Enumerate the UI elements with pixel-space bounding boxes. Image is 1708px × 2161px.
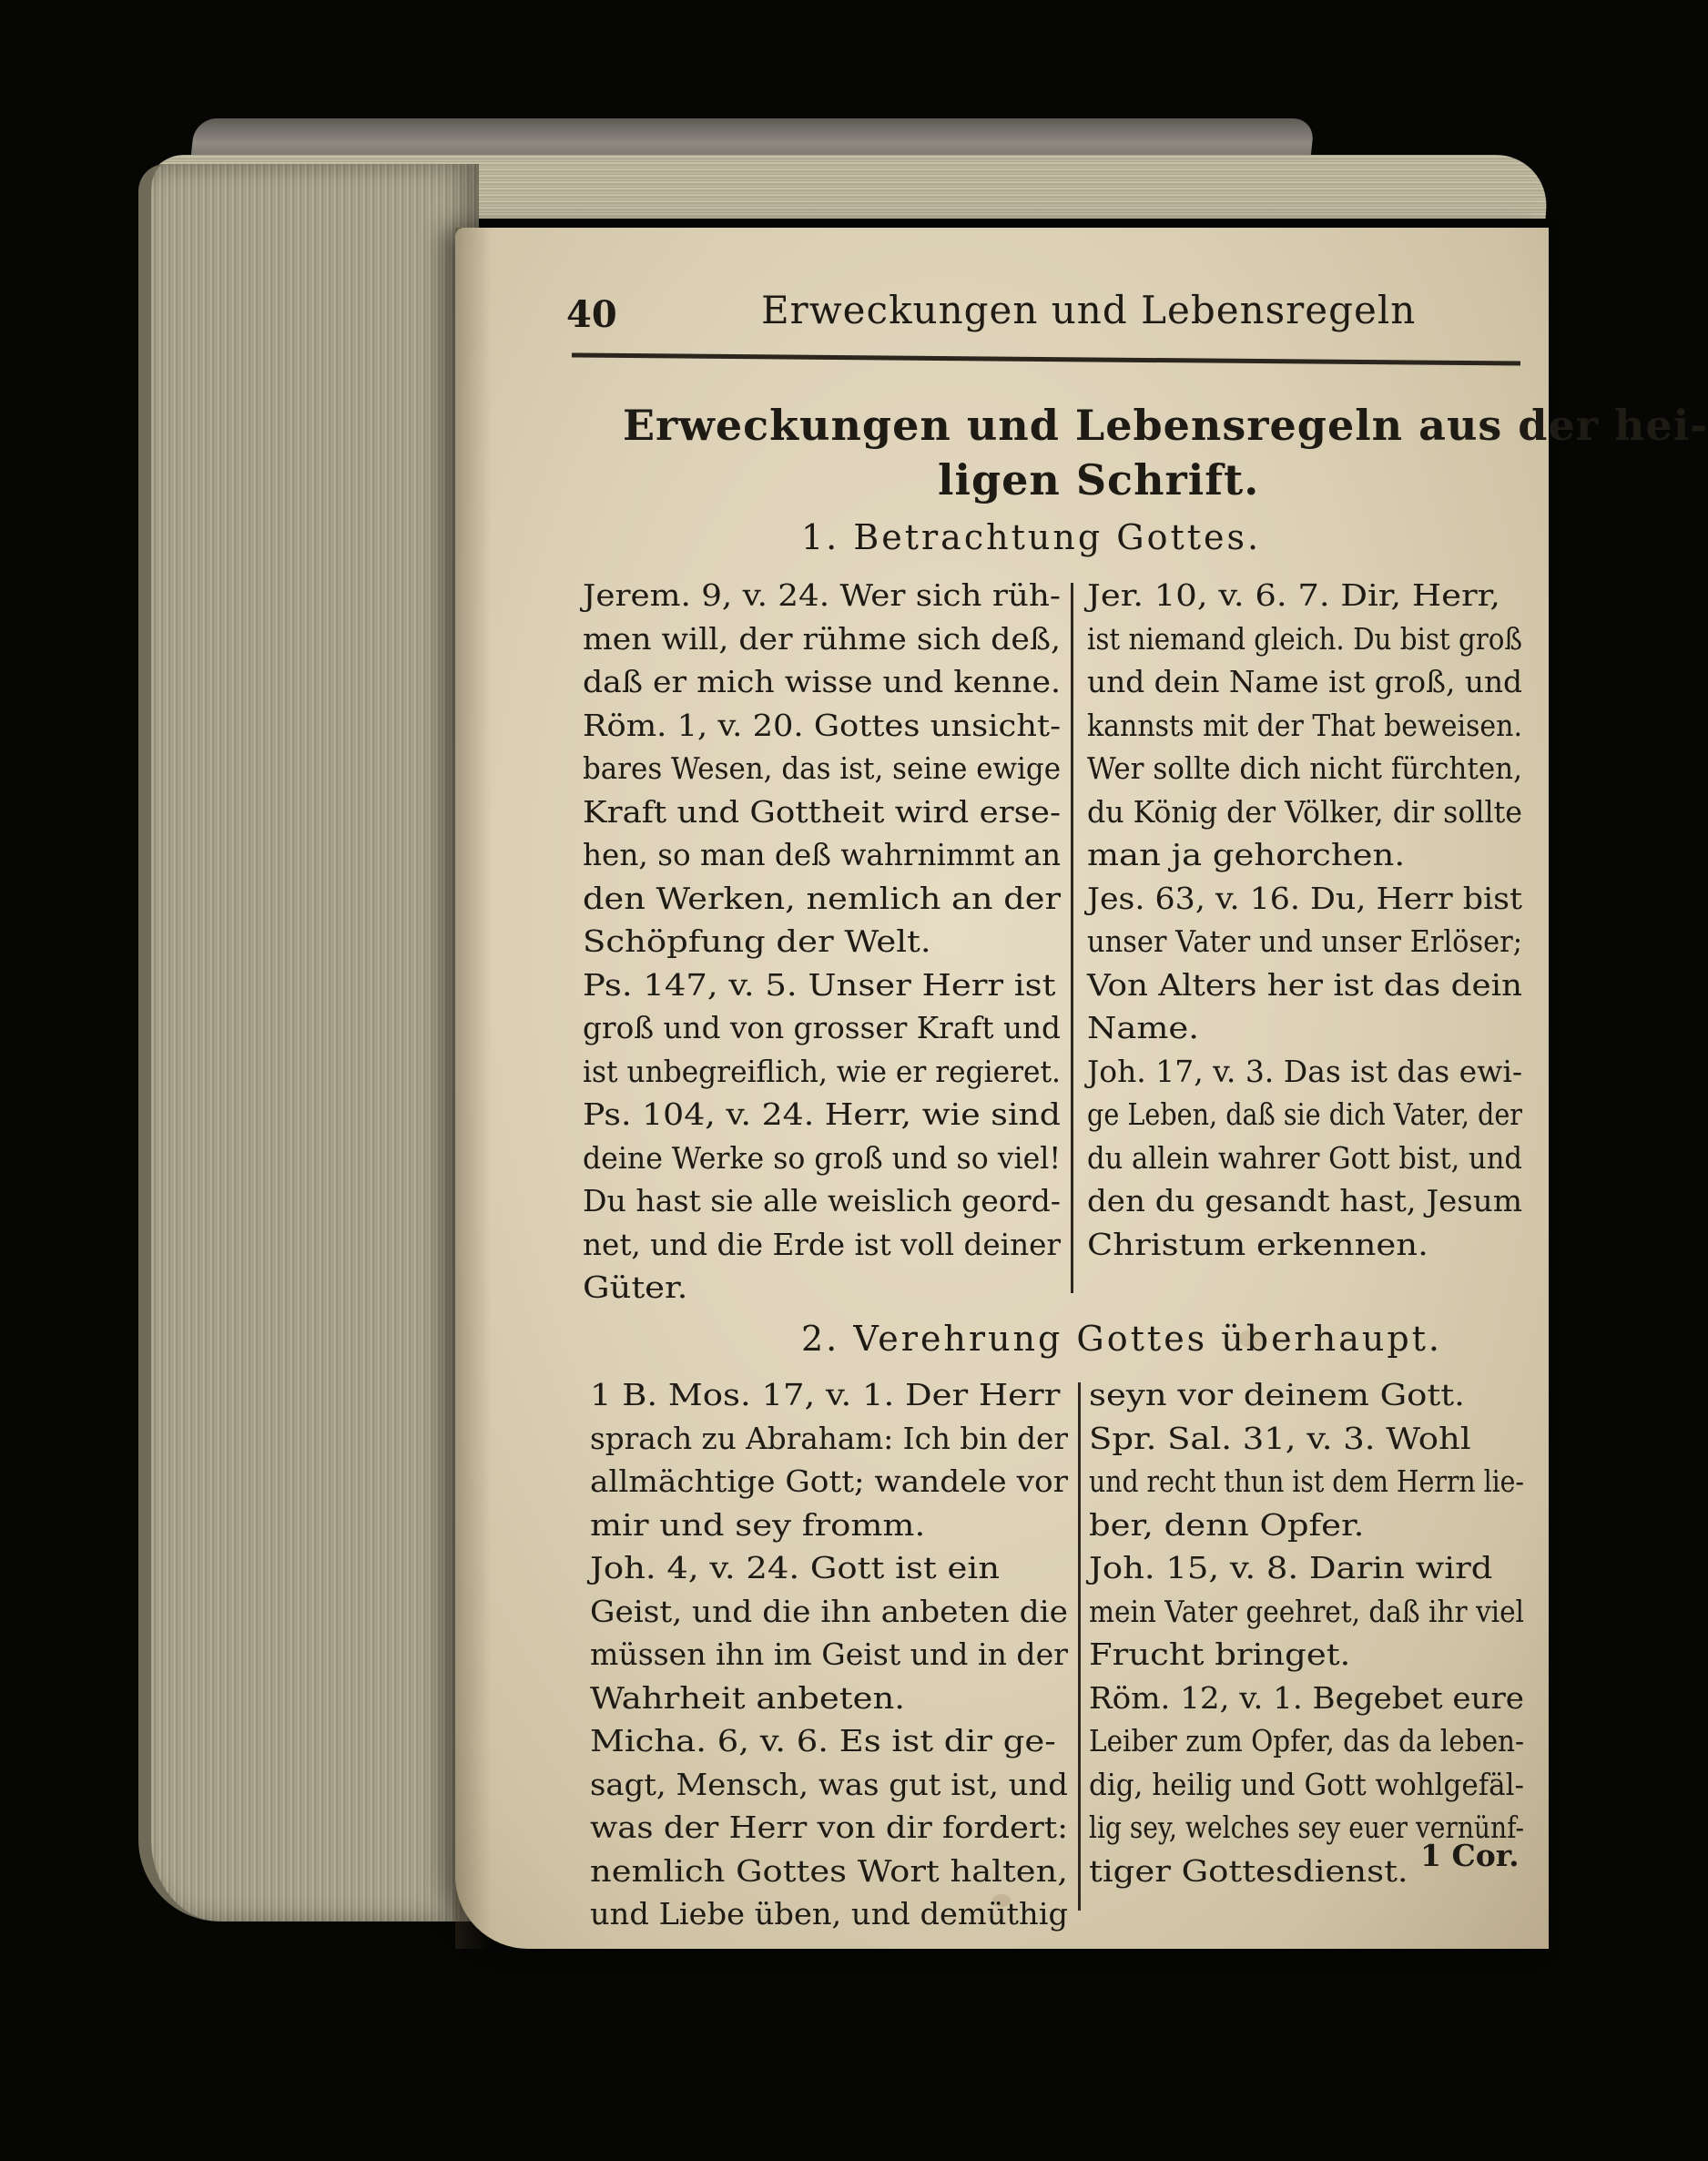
text-line: den du gesandt hast, Jesum	[1087, 1183, 1522, 1218]
text-line: Jerem. 9, v. 24. Wer sich rüh-	[583, 577, 1061, 613]
text-line: groß und von grosser Kraft und	[583, 1010, 1061, 1045]
text-line: du König der Völker, dir sollte	[1087, 793, 1522, 830]
text-line: ge Leben, daß sie dich Vater, der	[1087, 1096, 1522, 1132]
text-line: Frucht bringet.	[1089, 1636, 1351, 1672]
text-line: 1 B. Mos. 17, v. 1. Der Herr	[590, 1377, 1061, 1412]
text-line: nemlich Gottes Wort halten,	[590, 1852, 1068, 1889]
text-line: hen, so man deß wahrnimmt an	[583, 837, 1061, 872]
page-number: 40	[566, 293, 617, 336]
text-line: ist unbegreiflich, wie er regieret.	[583, 1053, 1061, 1089]
text-line: Wer sollte dich nicht fürchten,	[1087, 750, 1522, 786]
text-line: net, und die Erde ist voll deiner	[583, 1226, 1061, 1262]
catchword: 1 Cor.	[1420, 1838, 1520, 1873]
text-line: Joh. 17, v. 3. Das ist das ewi-	[1087, 1053, 1522, 1089]
running-title: Erweckungen und Lebensregeln	[761, 288, 1417, 332]
section-heading: 1. Betrachtung Gottes.	[801, 517, 1262, 557]
page-shadow	[455, 228, 492, 1949]
text-line: men will, der rühme sich deß,	[583, 620, 1061, 657]
text-line: Schöpfung der Welt.	[583, 923, 931, 959]
text-line: mein Vater geehret, daß ihr viel	[1089, 1593, 1524, 1629]
text-line: Spr. Sal. 31, v. 3. Wohl	[1089, 1420, 1471, 1456]
text-line: Leiber zum Opfer, das da leben-	[1089, 1723, 1524, 1758]
text-line: Ps. 147, v. 5. Unser Herr ist	[583, 966, 1056, 1003]
text-line: Joh. 4, v. 24. Gott ist ein	[590, 1550, 1001, 1585]
text-line: Ps. 104, v. 24. Herr, wie sind	[583, 1096, 1061, 1132]
text-line: ber, denn Opfer.	[1089, 1506, 1365, 1543]
text-line: Du hast sie alle weislich geord-	[583, 1183, 1061, 1218]
text-line: und recht thun ist dem Herrn lie-	[1089, 1463, 1524, 1499]
text-line: seyn vor deinem Gott.	[1089, 1377, 1465, 1412]
text-line: müssen ihn im Geist und in der	[590, 1636, 1068, 1672]
section-heading: 2. Verehrung Gottes überhaupt.	[801, 1319, 1442, 1359]
text-line: daß er mich wisse und kenne.	[583, 664, 1061, 699]
text-line: deine Werke so groß und so viel!	[583, 1139, 1061, 1176]
text-line: Joh. 15, v. 8. Darin wird	[1089, 1550, 1493, 1585]
text-line: bares Wesen, das ist, seine ewige	[583, 750, 1061, 786]
text-line: tiger Gottesdienst.	[1089, 1852, 1408, 1889]
page-title-line-1: Erweckungen und Lebensregeln aus der hei-	[623, 401, 1708, 450]
text-line: den Werken, nemlich an der	[583, 880, 1061, 916]
text-line: Name.	[1087, 1010, 1200, 1045]
text-line: unser Vater und unser Erlöser;	[1087, 923, 1522, 959]
text-line: lig sey, welches sey euer vernünf-	[1089, 1809, 1524, 1845]
page-block-fore-edge	[138, 164, 479, 1921]
text-line: kannsts mit der That beweisen.	[1087, 707, 1522, 743]
text-line: Wahrheit anbeten.	[590, 1679, 906, 1716]
text-line: Micha. 6, v. 6. Es ist dir ge-	[590, 1723, 1056, 1758]
text-line: Von Alters her ist das dein	[1087, 966, 1522, 1003]
text-line: Röm. 12, v. 1. Begebet eure	[1089, 1679, 1524, 1716]
text-line: und Liebe üben, und demüthig	[590, 1896, 1068, 1932]
text-line: und dein Name ist groß, und	[1087, 664, 1522, 699]
text-line: Christum erkennen.	[1087, 1226, 1428, 1262]
text-line: man ja gehorchen.	[1087, 837, 1406, 872]
text-line: mir und sey fromm.	[590, 1506, 926, 1543]
text-line: dig, heilig und Gott wohlgefäl-	[1089, 1766, 1524, 1802]
text-line: sagt, Mensch, was gut ist, und	[590, 1766, 1068, 1802]
text-line: ist niemand gleich. Du bist groß	[1087, 620, 1522, 657]
page-title-line-2: ligen Schrift.	[938, 455, 1260, 505]
column-divider	[1078, 1382, 1081, 1911]
text-line: Geist, und die ihn anbeten die	[590, 1593, 1068, 1629]
text-line: Güter.	[583, 1269, 688, 1305]
column-divider	[1071, 583, 1073, 1293]
text-line: was der Herr von dir fordert:	[590, 1809, 1068, 1845]
text-line: du allein wahrer Gott bist, und	[1087, 1139, 1522, 1176]
text-line: sprach zu Abraham: Ich bin der	[590, 1420, 1068, 1456]
text-line: Röm. 1, v. 20. Gottes unsicht-	[583, 707, 1061, 743]
text-line: allmächtige Gott; wandele vor	[590, 1463, 1068, 1499]
text-line: Kraft und Gottheit wird erse-	[583, 793, 1061, 830]
text-line: Jer. 10, v. 6. 7. Dir, Herr,	[1087, 577, 1501, 613]
text-line: Jes. 63, v. 16. Du, Herr bist	[1087, 880, 1522, 916]
